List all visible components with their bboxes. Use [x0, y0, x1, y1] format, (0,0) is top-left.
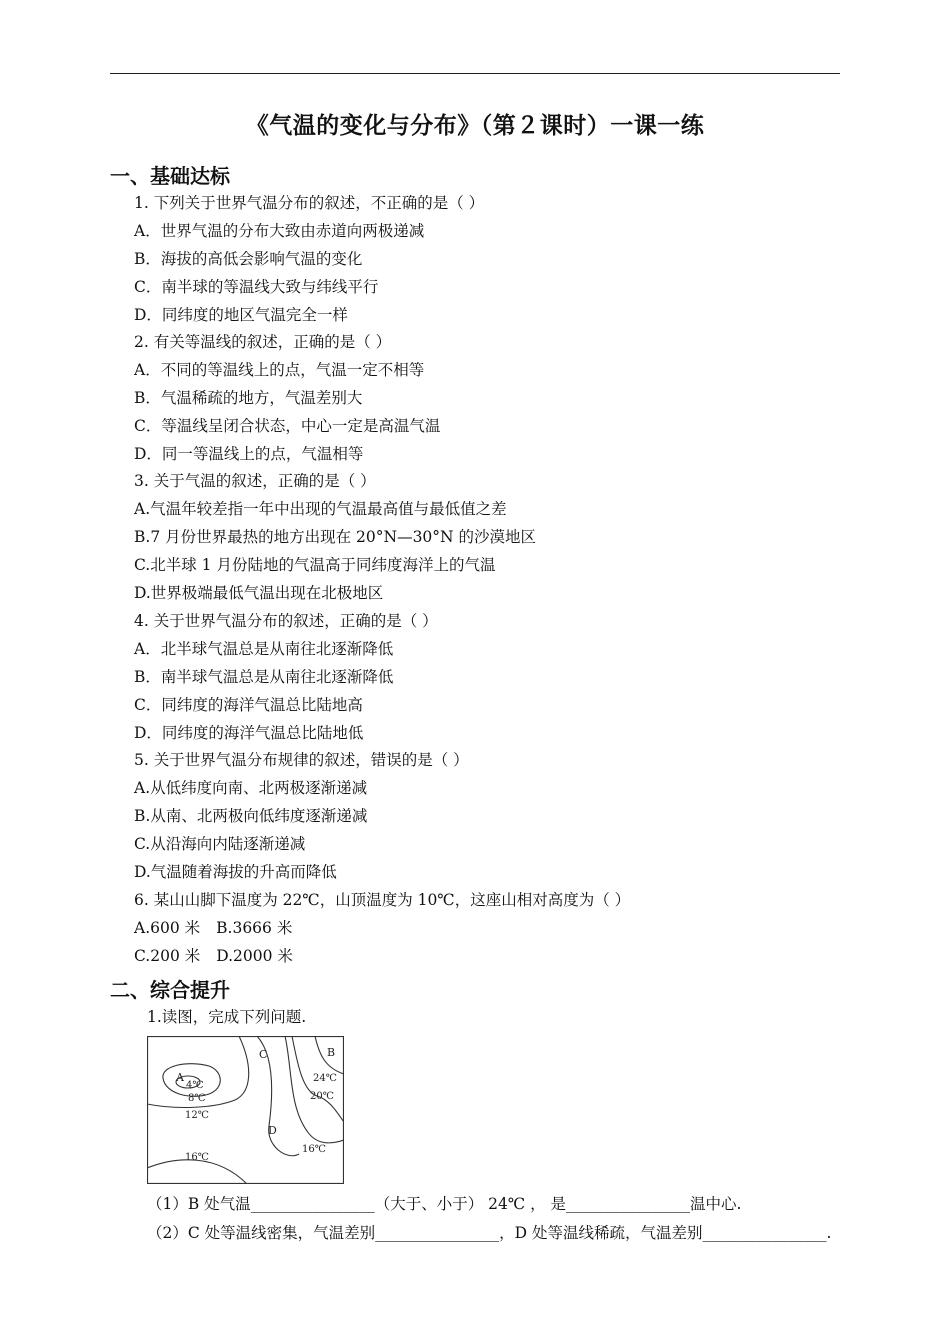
section-heading-basic: 一、基础达标 — [110, 164, 230, 188]
label-24c: 24℃ — [313, 1073, 337, 1084]
q6-option-c: C.200 米 — [134, 947, 201, 965]
q2-option-d: D．同一等温线上的点，气温相等 — [134, 445, 364, 463]
q1-option-d: D．同纬度的地区气温完全一样 — [134, 306, 348, 324]
label-12c: 12℃ — [185, 1110, 209, 1121]
label-c: C — [259, 1048, 268, 1061]
q5-option-b: B.从南、北两极向低纬度逐渐递减 — [134, 807, 368, 825]
q1-stem: 1. 下列关于世界气温分布的叙述，不正确的是（ ） — [134, 194, 485, 212]
q2-stem: 2. 有关等温线的叙述，正确的是（ ） — [134, 333, 392, 351]
label-d: D — [268, 1124, 277, 1137]
map-frame — [148, 1037, 344, 1184]
q6-options-row2 — [134, 945, 293, 967]
fill2-blank-1[interactable]: ________________ — [375, 1224, 500, 1242]
q3-stem: 3. 关于气温的叙述，正确的是（ ） — [134, 472, 376, 490]
fill1-suffix: 温中心. — [690, 1195, 742, 1213]
label-16c-right: 16℃ — [302, 1144, 326, 1155]
label-16c-left: 16℃ — [185, 1152, 209, 1163]
fill1-prefix: （1）B 处气温 — [147, 1195, 251, 1213]
q6-option-b: B.3666 米 — [216, 919, 293, 937]
q4-stem: 4. 关于世界气温分布的叙述，正确的是（ ） — [134, 612, 438, 630]
q3-option-a: A.气温年较差指一年中出现的气温最高值与最低值之差 — [134, 500, 507, 518]
fill-question-2 — [147, 1222, 831, 1244]
q4-option-d: D．同纬度的海洋气温总比陆地低 — [134, 724, 364, 742]
fill1-blank-1[interactable]: ________________ — [250, 1195, 375, 1213]
q4-option-a: A．北半球气温总是从南往北逐渐降低 — [134, 640, 394, 658]
q3-option-d: D.世界极端最低气温出现在北极地区 — [134, 584, 384, 602]
isotherm-map — [147, 1036, 344, 1184]
q6-stem: 6. 某山山脚下温度为 22℃，山顶温度为 10℃，这座山相对高度为（ ） — [134, 891, 631, 909]
fill1-blank-2[interactable]: ________________ — [566, 1195, 691, 1213]
section-heading-advanced: 二、综合提升 — [110, 978, 230, 1002]
part2-intro: 1.读图，完成下列问题. — [147, 1008, 307, 1026]
q1-option-c: C．南半球的等温线大致与纬线平行 — [134, 278, 379, 296]
fill-question-1 — [147, 1193, 741, 1215]
fill2-prefix: （2）C 处等温线密集，气温差别 — [147, 1224, 376, 1242]
label-8c: 8℃ — [188, 1093, 206, 1104]
q5-stem: 5. 关于世界气温分布规律的叙述，错误的是（ ） — [134, 751, 469, 769]
q6-option-d: D.2000 米 — [216, 947, 293, 965]
q1-option-a: A．世界气温的分布大致由赤道向两极递减 — [134, 222, 425, 240]
q4-option-c: C．同纬度的海洋气温总比陆地高 — [134, 696, 363, 714]
q3-option-c: C.北半球 1 月份陆地的气温高于同纬度海洋上的气温 — [134, 556, 496, 574]
header-rule — [110, 73, 840, 74]
q2-option-a: A．不同的等温线上的点，气温一定不相等 — [134, 361, 425, 379]
label-4c: 4℃ — [186, 1080, 204, 1091]
q6-option-a: A.600 米 — [134, 919, 201, 937]
fill2-suffix: . — [826, 1224, 832, 1242]
q3-option-b: B.7 月份世界最热的地方出现在 20°N—30°N 的沙漠地区 — [134, 528, 537, 546]
q2-option-c: C．等温线呈闭合状态，中心一定是高温气温 — [134, 417, 441, 435]
fill2-middle: ，D 处等温线稀疏，气温差别 — [499, 1224, 703, 1242]
q5-option-c: C.从沿海向内陆逐渐递减 — [134, 835, 306, 853]
label-a: A — [176, 1071, 184, 1084]
q5-option-d: D.气温随着海拔的升高而降低 — [134, 863, 337, 881]
label-b: B — [327, 1046, 336, 1059]
q4-option-b: B．南半球气温总是从南往北逐渐降低 — [134, 668, 394, 686]
fill1-middle: （大于、小于） 24℃ ， 是 — [374, 1195, 567, 1213]
page-title: 《气温的变化与分布》（第２课时）一课一练 — [245, 112, 705, 139]
fill2-blank-2[interactable]: ________________ — [702, 1224, 827, 1242]
q5-option-a: A.从低纬度向南、北两极逐渐递减 — [134, 779, 368, 797]
label-20c: 20℃ — [310, 1091, 334, 1102]
q6-options-row1 — [134, 917, 292, 939]
q2-option-b: B．气温稀疏的地方，气温差别大 — [134, 389, 363, 407]
q1-option-b: B．海拔的高低会影响气温的变化 — [134, 250, 363, 268]
